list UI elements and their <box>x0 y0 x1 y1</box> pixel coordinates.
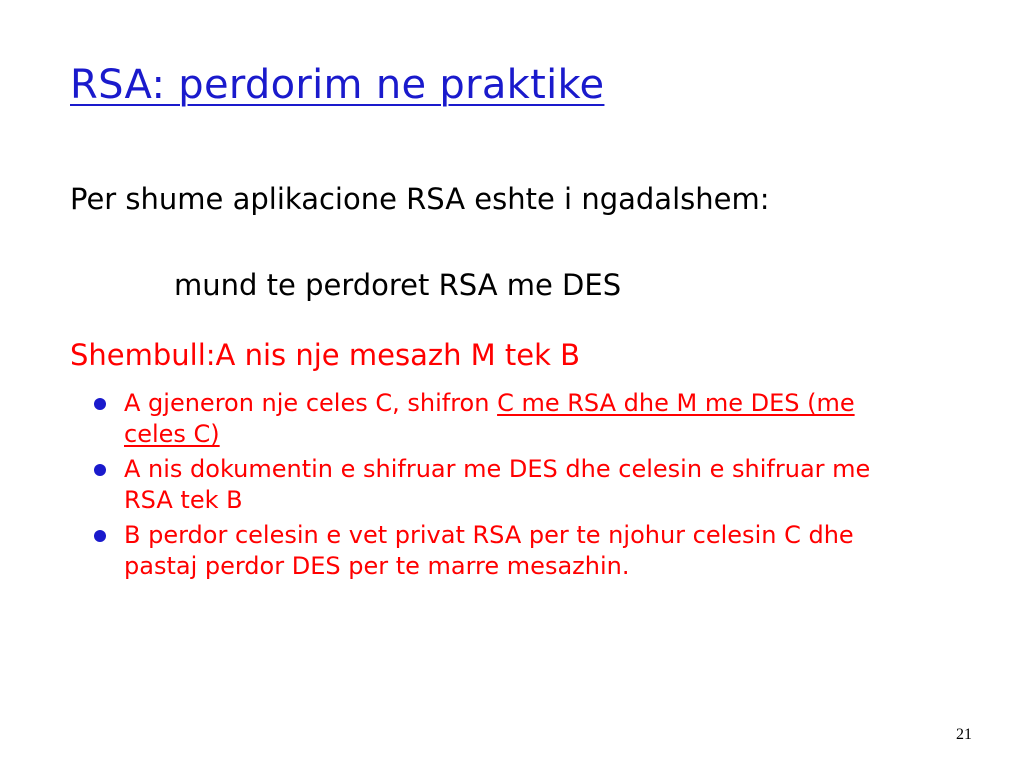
bullet-list <box>94 388 924 586</box>
bullet-text: B perdor celesin e vet privat RSA per te njohur celesin C dhe pastaj perdor DES per te marre mesazhin. <box>124 521 854 580</box>
bullet-underlined-text: C me RSA dhe M me DES (me celes C) <box>124 389 855 448</box>
bullet-item <box>94 388 924 450</box>
bullet-item <box>94 454 924 516</box>
bullet-text: A gjeneron nje celes C, shifron <box>124 389 498 417</box>
bullet-dot-icon <box>94 464 106 476</box>
example-heading: Shembull:A nis nje mesazh M tek B <box>70 338 581 372</box>
bullet-text: A nis dokumentin e shifruar me DES dhe celesin e shifruar me RSA tek B <box>124 455 871 514</box>
indented-line: mund te perdoret RSA me DES <box>174 268 622 302</box>
bullet-item <box>94 520 924 582</box>
intro-text: Per shume aplikacione RSA eshte i ngadalshem: <box>70 182 770 216</box>
bullet-dot-icon <box>94 398 106 410</box>
bullet-dot-icon <box>94 530 106 542</box>
slide-title: RSA: perdorim ne praktike <box>70 62 605 108</box>
page-number: 21 <box>956 726 972 743</box>
